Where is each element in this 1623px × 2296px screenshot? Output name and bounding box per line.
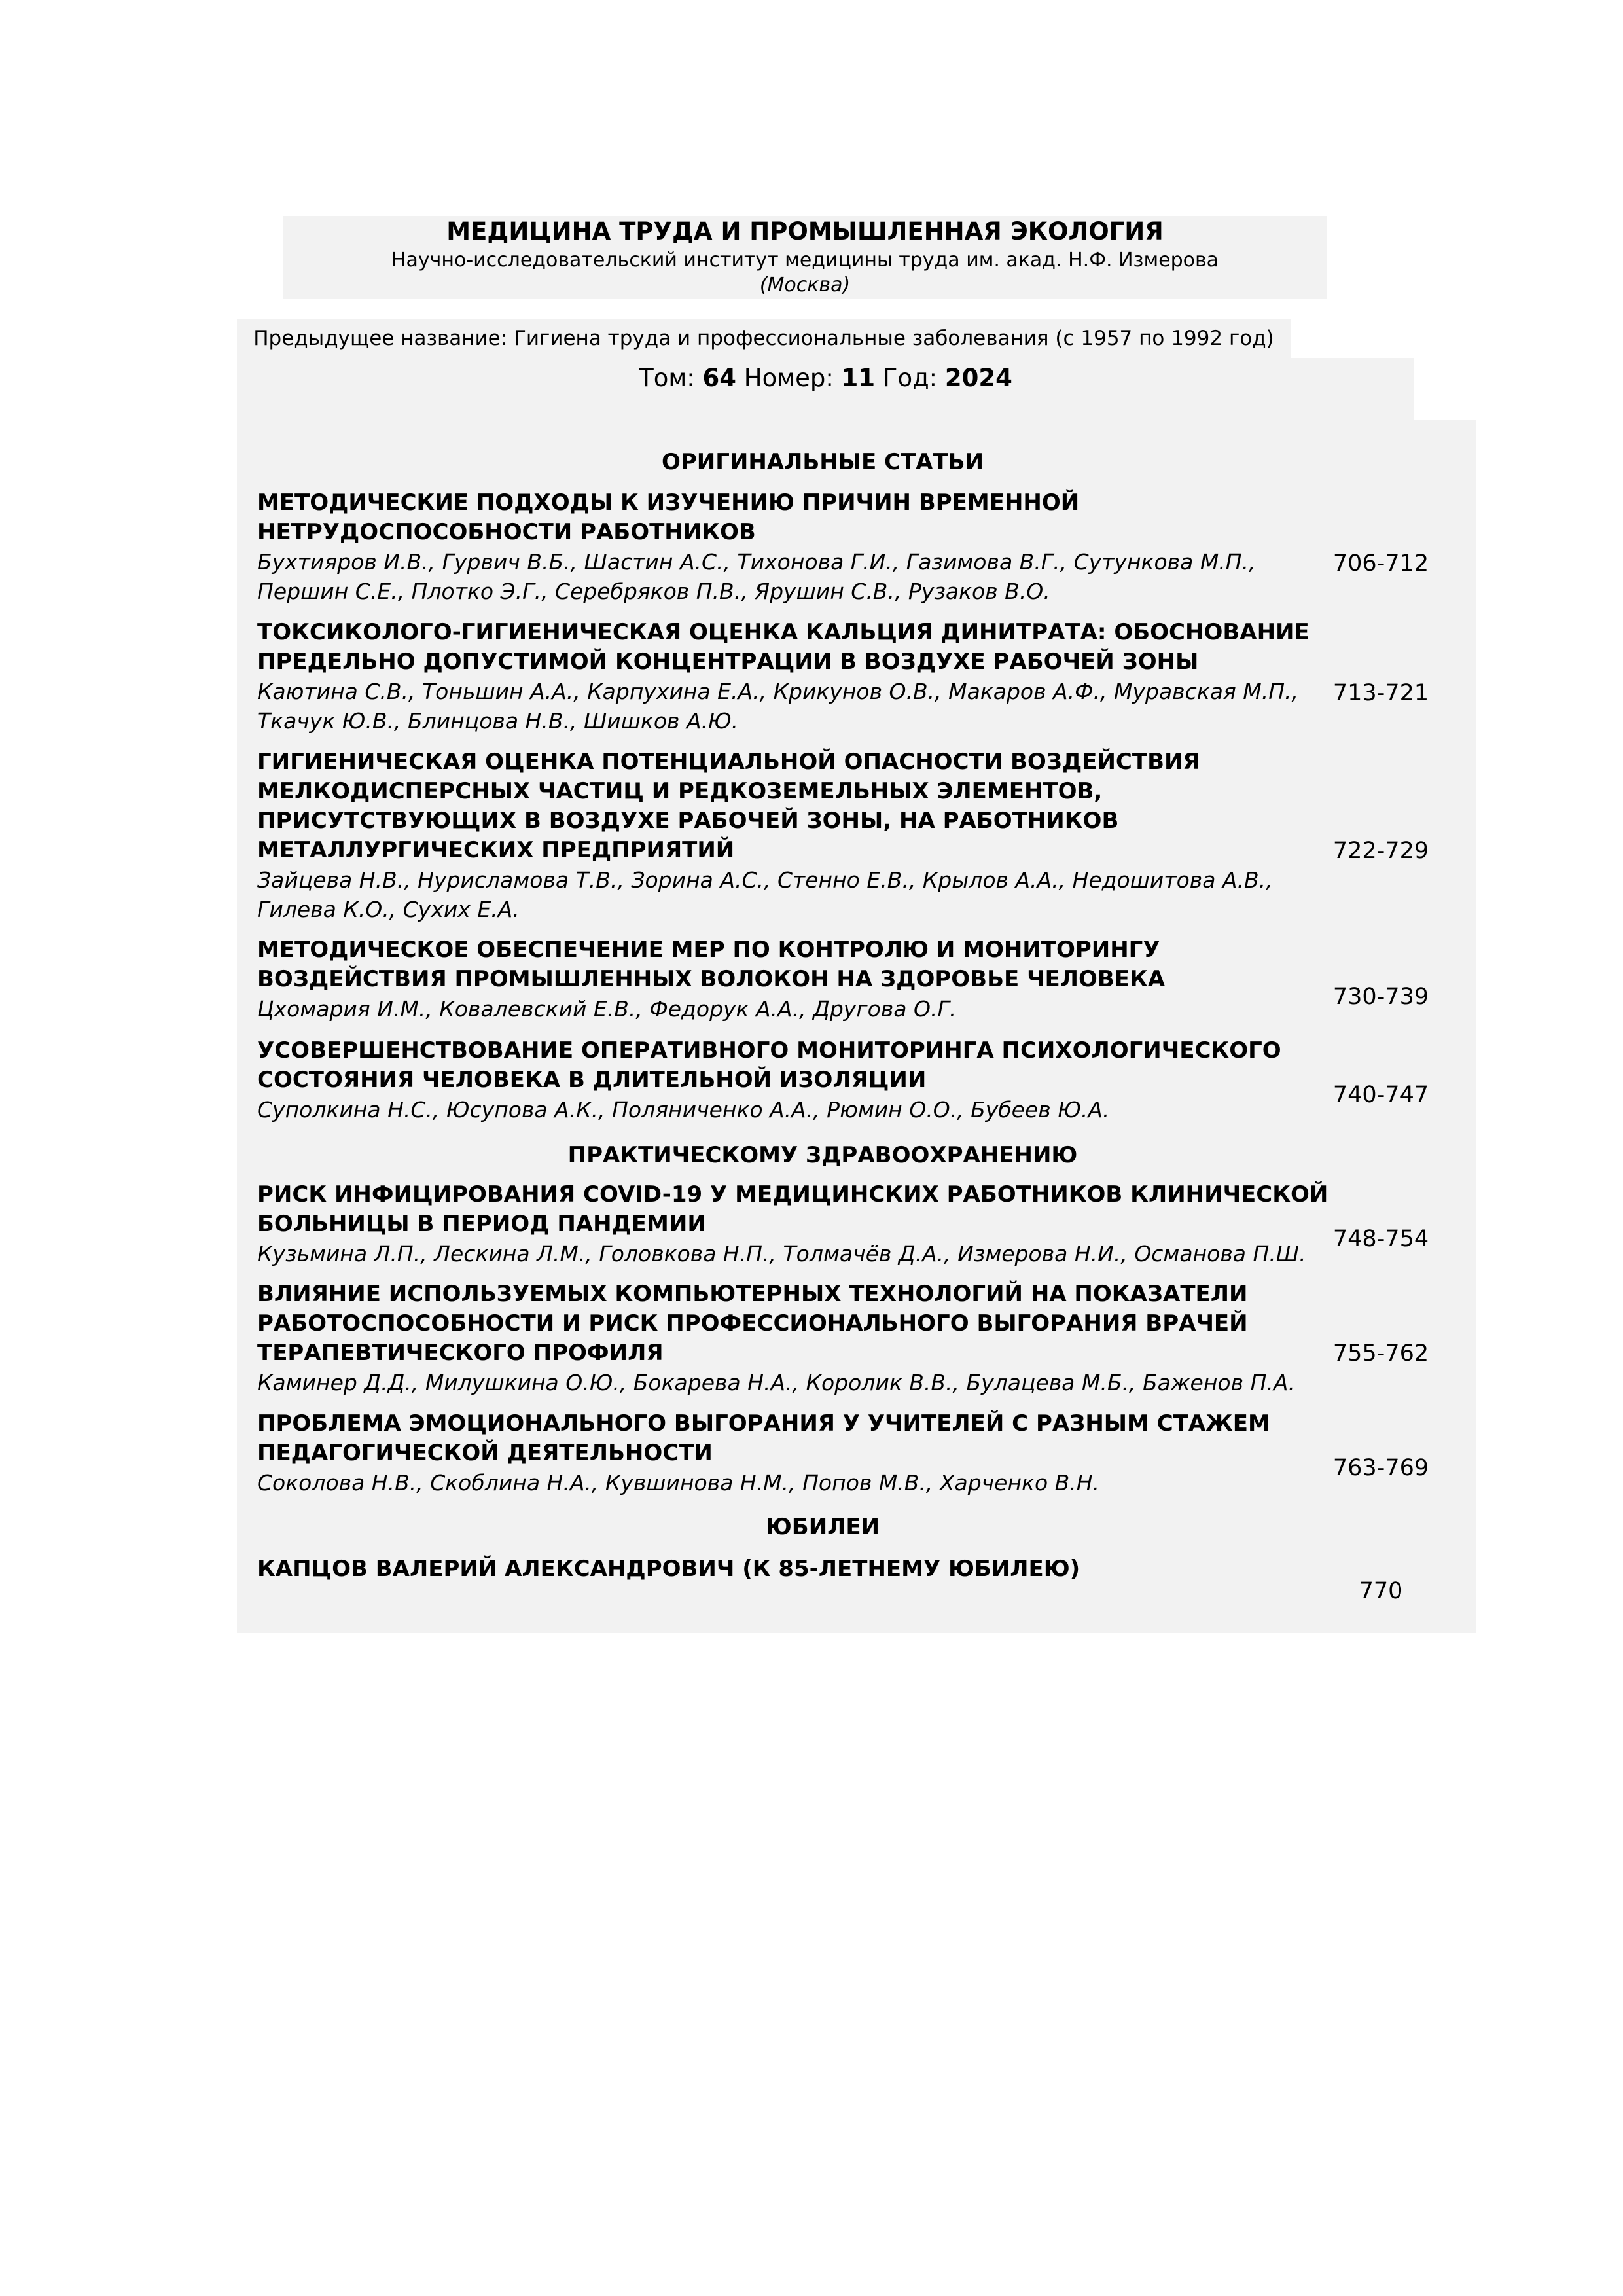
section-title-original-articles: ОРИГИНАЛЬНЫЕ СТАТЬИ	[661, 449, 984, 475]
article-title-line: ТОКСИКОЛОГО-ГИГИЕНИЧЕСКАЯ ОЦЕНКА КАЛЬЦИЯ ДИНИТРАТА: ОБОСНОВАНИЕ	[257, 619, 1310, 645]
article-authors-line: Соколова Н.В., Скоблина Н.А., Кувшинова Н.М., Попов М.В., Харченко В.Н.	[257, 1470, 1100, 1496]
issue-info	[237, 363, 1414, 393]
journal-title: МЕДИЦИНА ТРУДА И ПРОМЫШЛЕННАЯ ЭКОЛОГИЯ	[446, 217, 1164, 245]
article-title-line: НЕТРУДОСПОСОБНОСТИ РАБОТНИКОВ	[257, 519, 756, 545]
article-pages: 740-747	[1332, 1082, 1429, 1108]
article-pages: 722-729	[1332, 838, 1429, 864]
article-title-line: ПРЕДЕЛЬНО ДОПУСТИМОЙ КОНЦЕНТРАЦИИ В ВОЗДУХЕ РАБОЧЕЙ ЗОНЫ	[257, 649, 1199, 675]
article-title-link[interactable]	[257, 1036, 1330, 1124]
tom-label: Том:	[639, 364, 695, 392]
article-title-link[interactable]	[257, 488, 1330, 606]
article-title-line: СОСТОЯНИЯ ЧЕЛОВЕКА В ДЛИТЕЛЬНОЙ ИЗОЛЯЦИИ	[257, 1067, 927, 1093]
article-title-line: ПРОБЛЕМА ЭМОЦИОНАЛЬНОГО ВЫГОРАНИЯ У УЧИТЕЛЕЙ С РАЗНЫМ СТАЖЕМ	[257, 1410, 1270, 1437]
article-title-line: РАБОТОСПОСОБНОСТИ И РИСК ПРОФЕССИОНАЛЬНОГО ВЫГОРАНИЯ ВРАЧЕЙ	[257, 1310, 1248, 1336]
article-title-link[interactable]	[257, 935, 1330, 1024]
article-title-line: УСОВЕРШЕНСТВОВАНИЕ ОПЕРАТИВНОГО МОНИТОРИНГА ПСИХОЛОГИЧЕСКОГО	[257, 1037, 1281, 1064]
article-authors-line: Цхомария И.М., Ковалевский Е.В., Федорук А.А., Другова О.Г.	[257, 996, 957, 1022]
article-title-line: КАПЦОВ ВАЛЕРИЙ АЛЕКСАНДРОВИЧ (К 85-ЛЕТНЕМУ ЮБИЛЕЮ)	[257, 1556, 1080, 1582]
article-authors-line: Бухтияров И.В., Гурвич В.Б., Шастин А.С., Тихонова Г.И., Газимова В.Г., Сутункова М.П.,	[257, 549, 1256, 575]
article-pages: 770	[1359, 1578, 1403, 1604]
article-authors-line: Каютина С.В., Тоньшин А.А., Карпухина Е.А., Крикунов О.В., Макаров А.Ф., Муравская М.П.,	[257, 679, 1299, 704]
article-title-line: МЕЛКОДИСПЕРСНЫХ ЧАСТИЦ И РЕДКОЗЕМЕЛЬНЫХ ЭЛЕМЕНТОВ,	[257, 778, 1103, 804]
god-value: 2024	[944, 364, 1012, 392]
article-title-line: МЕТОДИЧЕСКИЕ ПОДХОДЫ К ИЗУЧЕНИЮ ПРИЧИН ВРЕМЕННОЙ	[257, 490, 1080, 516]
article-title-link[interactable]	[257, 618, 1330, 736]
god-label: Год:	[882, 364, 938, 392]
article-title-line: РИСК ИНФИЦИРОВАНИЯ COVID-19 У МЕДИЦИНСКИХ РАБОТНИКОВ КЛИНИЧЕСКОЙ	[257, 1181, 1329, 1208]
article-pages: 763-769	[1332, 1455, 1429, 1481]
article-pages: 730-739	[1332, 984, 1429, 1010]
article-title-link[interactable]	[257, 1280, 1330, 1397]
article-pages: 706-712	[1332, 550, 1429, 577]
previous-name: Предыдущее название: Гигиена труда и профессиональные заболевания (с 1957 по 1992 год)	[253, 327, 1274, 350]
article-title-line: МЕТОДИЧЕСКОЕ ОБЕСПЕЧЕНИЕ МЕР ПО КОНТРОЛЮ И МОНИТОРИНГУ	[257, 937, 1160, 963]
article-title-line: БОЛЬНИЦЫ В ПЕРИОД ПАНДЕМИИ	[257, 1211, 706, 1237]
article-authors-line: Кузьмина Л.П., Лескина Л.М., Головкова Н.П., Толмачёв Д.А., Измерова Н.И., Османова П.Ш.	[257, 1241, 1306, 1266]
article-authors-line: Гилева К.О., Сухих Е.А.	[257, 897, 520, 922]
article-title-line: ГИГИЕНИЧЕСКАЯ ОЦЕНКА ПОТЕНЦИАЛЬНОЙ ОПАСНОСТИ ВОЗДЕЙСТВИЯ	[257, 749, 1200, 775]
article-pages: 713-721	[1332, 680, 1429, 706]
article-title-line: ПЕДАГОГИЧЕСКОЙ ДЕЯТЕЛЬНОСТИ	[257, 1440, 713, 1466]
nomer-value: 11	[841, 364, 876, 392]
article-authors-line: Суполкина Н.С., Юсупова А.К., Поляниченко А.А., Рюмин О.О., Бубеев Ю.А.	[257, 1097, 1110, 1122]
journal-city: (Москва)	[759, 274, 851, 296]
article-title-link[interactable]	[257, 1409, 1330, 1498]
article-title-link[interactable]	[257, 1554, 1330, 1584]
article-title-line: ВЛИЯНИЕ ИСПОЛЬЗУЕМЫХ КОМПЬЮТЕРНЫХ ТЕХНОЛОГИЙ НА ПОКАЗАТЕЛИ	[257, 1281, 1248, 1307]
article-title-link[interactable]	[257, 1180, 1330, 1268]
article-authors-line: Каминер Д.Д., Милушкина О.Ю., Бокарева Н.А., Королик В.В., Булацева М.Б., Баженов П.А.	[257, 1370, 1295, 1395]
article-authors-line: Першин С.Е., Плотко Э.Г., Серебряков П.В., Ярушин С.В., Рузаков В.О.	[257, 579, 1050, 604]
journal-institute: Научно-исследовательский институт медицины труда им. акад. Н.Ф. Измерова	[391, 249, 1219, 272]
tom-value: 64	[702, 364, 736, 392]
article-pages: 748-754	[1332, 1226, 1429, 1252]
section-title-anniversaries: ЮБИЛЕИ	[765, 1514, 880, 1540]
article-title-line: ВОЗДЕЙСТВИЯ ПРОМЫШЛЕННЫХ ВОЛОКОН НА ЗДОРОВЬЕ ЧЕЛОВЕКА	[257, 966, 1166, 992]
nomer-label: Номер:	[743, 364, 834, 392]
article-pages: 755-762	[1332, 1340, 1429, 1367]
article-title-line: ТЕРАПЕВТИЧЕСКОГО ПРОФИЛЯ	[257, 1340, 664, 1366]
article-title-link[interactable]	[257, 747, 1330, 924]
article-title-line: ПРИСУТСТВУЮЩИХ В ВОЗДУХЕ РАБОЧЕЙ ЗОНЫ, НА РАБОТНИКОВ	[257, 808, 1119, 834]
article-title-line: МЕТАЛЛУРГИЧЕСКИХ ПРЕДПРИЯТИЙ	[257, 837, 735, 863]
article-authors-line: Зайцева Н.В., Нурисламова Т.В., Зорина А.С., Стенно Е.В., Крылов А.А., Недошитова А.В.,	[257, 867, 1273, 893]
section-title-practical-healthcare: ПРАКТИЧЕСКОМУ ЗДРАВООХРАНЕНИЮ	[567, 1142, 1078, 1168]
article-authors-line: Ткачук Ю.В., Блинцова Н.В., Шишков А.Ю.	[257, 708, 739, 734]
